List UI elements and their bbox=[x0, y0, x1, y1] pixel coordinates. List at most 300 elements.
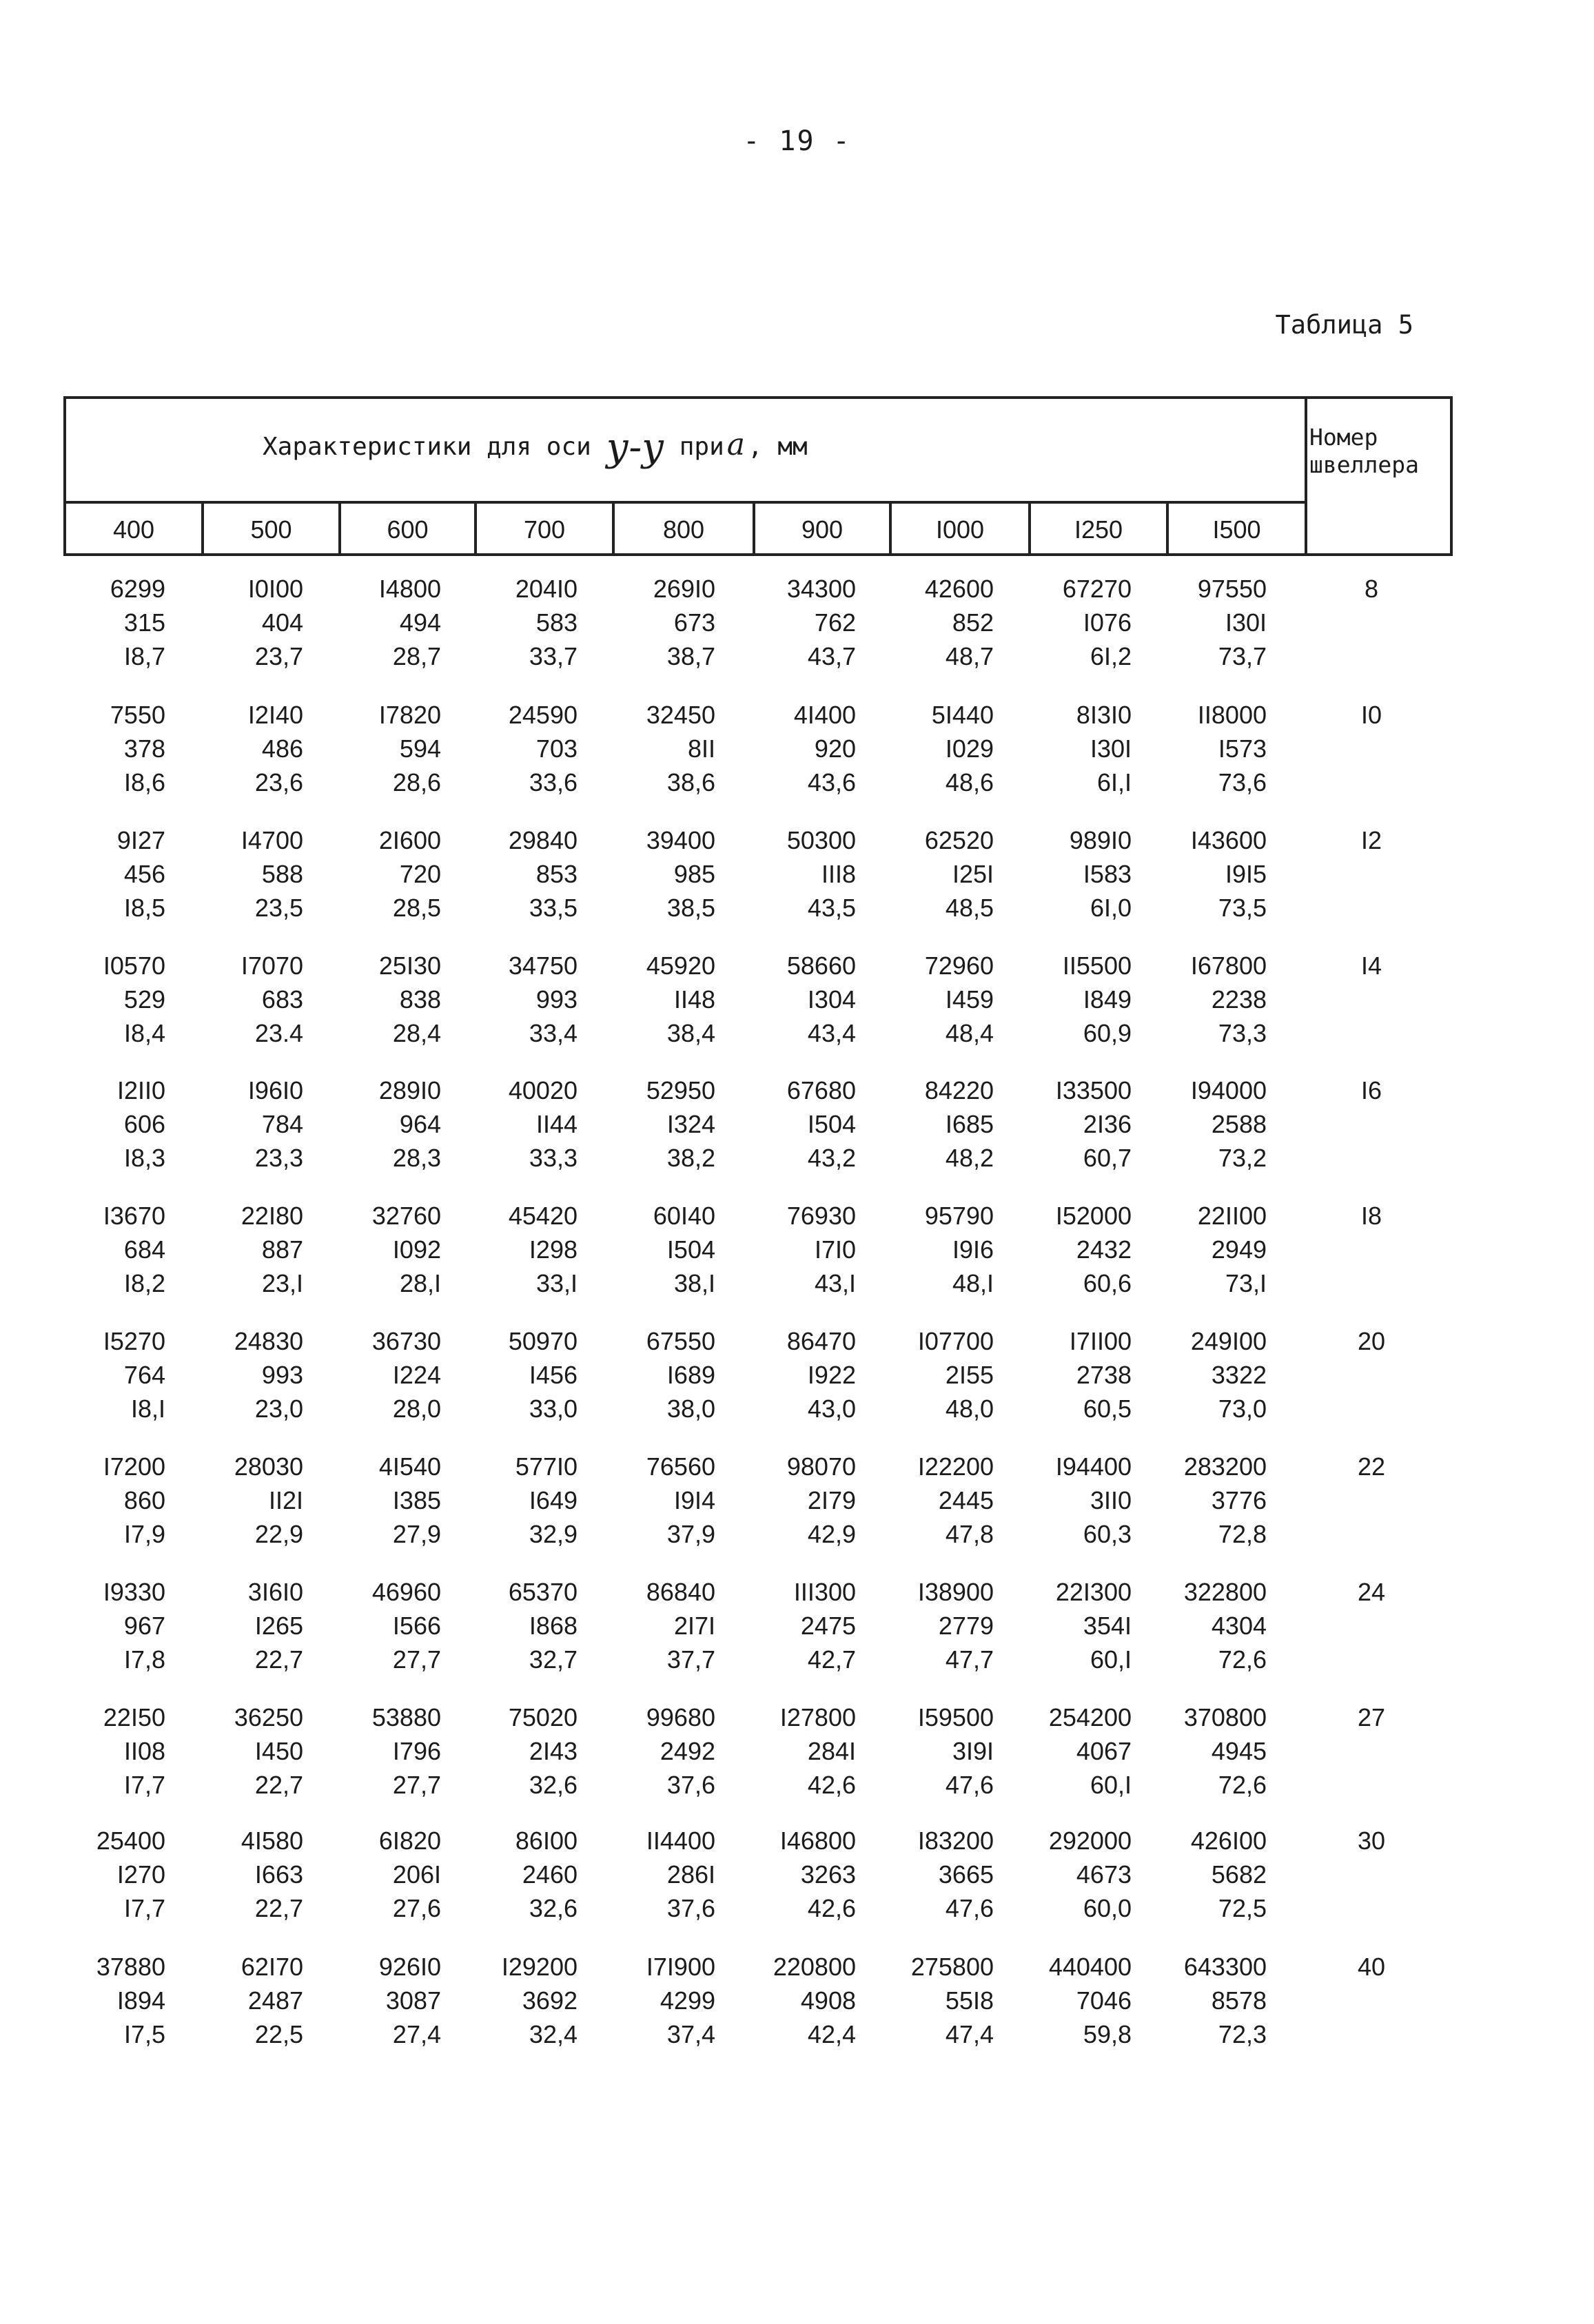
table-cell: 43,2 bbox=[807, 1144, 856, 1172]
table-row bbox=[0, 698, 1594, 801]
table-cell: 38,I bbox=[673, 1269, 715, 1297]
table-cell: 84220 bbox=[924, 1076, 994, 1104]
table-cell: 48,7 bbox=[945, 642, 994, 670]
table-cell: 42,4 bbox=[807, 2020, 856, 2048]
table-cell: 32450 bbox=[646, 701, 715, 729]
table-cell: 762 bbox=[814, 608, 856, 637]
table-cell: 65370 bbox=[508, 1578, 578, 1606]
table-cell: 606 bbox=[123, 1110, 165, 1138]
table-cell: I504 bbox=[666, 1235, 715, 1264]
table-cell: 23,3 bbox=[254, 1144, 303, 1172]
table-cell: 48,I bbox=[952, 1269, 994, 1297]
table-cell: 985 bbox=[673, 860, 715, 888]
table-cell: I9I6 bbox=[952, 1235, 994, 1264]
table-cell: I649 bbox=[529, 1486, 578, 1514]
table-cell: 993 bbox=[261, 1361, 303, 1389]
table-cell: 25400 bbox=[96, 1827, 165, 1855]
table-cell: 23,5 bbox=[254, 894, 303, 922]
table-cell: 993 bbox=[535, 985, 578, 1014]
table-cell: 33,4 bbox=[529, 1019, 578, 1047]
table-cell: 32760 bbox=[371, 1202, 441, 1230]
table-cell: 97550 bbox=[1197, 575, 1267, 603]
table-cell: 22I50 bbox=[103, 1703, 165, 1731]
table-cell: 37880 bbox=[96, 1953, 165, 1981]
table-cell: 6299 bbox=[110, 575, 165, 603]
column-header-500: 500 bbox=[201, 504, 338, 556]
table-cell: 60,3 bbox=[1083, 1520, 1132, 1548]
table-cell: 43,6 bbox=[807, 768, 856, 796]
table-cell: 23,7 bbox=[254, 642, 303, 670]
table-cell: 73,3 bbox=[1218, 1019, 1267, 1047]
table-cell: 5682 bbox=[1211, 1860, 1267, 1889]
table-cell: 67270 bbox=[1062, 575, 1132, 603]
table-cell: 249I00 bbox=[1190, 1327, 1267, 1355]
table-cell: 404 bbox=[261, 608, 303, 637]
table-cell: 926I0 bbox=[378, 1953, 441, 1981]
table-cell: 43,7 bbox=[807, 642, 856, 670]
table-cell: 286I bbox=[666, 1860, 715, 1889]
table-cell: 2492 bbox=[660, 1737, 715, 1765]
table-cell: I8,3 bbox=[123, 1144, 165, 1172]
table-cell: 28,3 bbox=[392, 1144, 441, 1172]
table-cell: 38,5 bbox=[666, 894, 715, 922]
table-cell: 60,I bbox=[1090, 1645, 1132, 1674]
table-cell: II44 bbox=[535, 1110, 578, 1138]
table-cell: 42,9 bbox=[807, 1520, 856, 1548]
table-cell: I922 bbox=[807, 1361, 856, 1389]
table-cell: 25I30 bbox=[378, 952, 441, 980]
table-cell: 220800 bbox=[773, 1953, 856, 1981]
table-cell: I94000 bbox=[1190, 1076, 1267, 1104]
table-cell: 32,6 bbox=[529, 1771, 578, 1799]
table-cell: 684 bbox=[123, 1235, 165, 1264]
table-cell: 73,6 bbox=[1218, 768, 1267, 796]
table-cell: 4I400 bbox=[793, 701, 856, 729]
table-cell: 4I580 bbox=[241, 1827, 303, 1855]
table-cell: 67550 bbox=[646, 1327, 715, 1355]
table-cell: 48,2 bbox=[945, 1144, 994, 1172]
table-cell: 72,5 bbox=[1218, 1894, 1267, 1922]
table-cell: 60,5 bbox=[1083, 1395, 1132, 1423]
table-cell: 5I440 bbox=[931, 701, 994, 729]
table-cell: I7,7 bbox=[123, 1771, 165, 1799]
table-cell: 967 bbox=[123, 1612, 165, 1640]
table-cell: 22,9 bbox=[254, 1520, 303, 1548]
channel-number-cell: I4 bbox=[1360, 952, 1382, 980]
table-cell: 8578 bbox=[1211, 1986, 1267, 2015]
table-cell: I029 bbox=[945, 734, 994, 763]
table-cell: 48,6 bbox=[945, 768, 994, 796]
table-cell: I9I5 bbox=[1225, 860, 1267, 888]
table-cell: 4673 bbox=[1076, 1860, 1132, 1889]
table-cell: 838 bbox=[399, 985, 441, 1014]
table-cell: I8,5 bbox=[123, 894, 165, 922]
table-cell: 28,4 bbox=[392, 1019, 441, 1047]
table-cell: I663 bbox=[254, 1860, 303, 1889]
table-cell: I46800 bbox=[779, 1827, 856, 1855]
table-cell: 36730 bbox=[371, 1327, 441, 1355]
table-cell: 86470 bbox=[786, 1327, 856, 1355]
table-cell: 45420 bbox=[508, 1202, 578, 1230]
table-cell: 2487 bbox=[247, 1986, 303, 2015]
table-cell: I685 bbox=[945, 1110, 994, 1138]
table-cell: 36250 bbox=[234, 1703, 303, 1731]
channel-number-header-line1: Номер bbox=[1309, 424, 1378, 451]
table-cell: 55I8 bbox=[945, 1986, 994, 2015]
table-cell: 46960 bbox=[371, 1578, 441, 1606]
table-cell: 60,0 bbox=[1083, 1894, 1132, 1922]
table-cell: 43,I bbox=[814, 1269, 856, 1297]
table-cell: I298 bbox=[529, 1235, 578, 1264]
table-cell: 22,7 bbox=[254, 1645, 303, 1674]
channel-number-header-line2: швеллера bbox=[1309, 451, 1419, 478]
table-cell: 37,9 bbox=[666, 1520, 715, 1548]
table-cell: 39400 bbox=[646, 826, 715, 854]
table-cell: 2779 bbox=[938, 1612, 994, 1640]
table-cell: 98070 bbox=[786, 1452, 856, 1481]
table-cell: I456 bbox=[529, 1361, 578, 1389]
table-cell: I450 bbox=[254, 1737, 303, 1765]
table-cell: 292000 bbox=[1048, 1827, 1132, 1855]
table-cell: 2I55 bbox=[945, 1361, 994, 1389]
table-cell: 920 bbox=[814, 734, 856, 763]
table-cell: 48,5 bbox=[945, 894, 994, 922]
table-cell: 33,3 bbox=[529, 1144, 578, 1172]
table-cell: 2238 bbox=[1211, 985, 1267, 1014]
table-cell: I96I0 bbox=[247, 1076, 303, 1104]
table-row bbox=[0, 1450, 1594, 1553]
table-cell: I30I bbox=[1090, 734, 1132, 763]
table-cell: 38,0 bbox=[666, 1395, 715, 1423]
table-cell: 38,2 bbox=[666, 1144, 715, 1172]
table-cell: 86840 bbox=[646, 1578, 715, 1606]
table-cell: 32,7 bbox=[529, 1645, 578, 1674]
table-cell: 2588 bbox=[1211, 1110, 1267, 1138]
table-cell: I8,4 bbox=[123, 1019, 165, 1047]
table-cell: 3087 bbox=[385, 1986, 441, 2015]
table-cell: I38900 bbox=[917, 1578, 994, 1606]
table-cell: I459 bbox=[945, 985, 994, 1014]
table-cell: I0570 bbox=[103, 952, 165, 980]
table-cell: 529 bbox=[123, 985, 165, 1014]
column-header-I500: I500 bbox=[1166, 504, 1305, 556]
table-cell: 43,4 bbox=[807, 1019, 856, 1047]
table-cell: 24590 bbox=[508, 701, 578, 729]
table-cell: 34750 bbox=[508, 952, 578, 980]
table-cell: I7820 bbox=[378, 701, 441, 729]
table-cell: 47,8 bbox=[945, 1520, 994, 1548]
table-row bbox=[0, 1073, 1594, 1177]
table-cell: I30I bbox=[1225, 608, 1267, 637]
table-cell: I689 bbox=[666, 1361, 715, 1389]
title-mid: при bbox=[679, 433, 724, 461]
table-cell: 59,8 bbox=[1083, 2020, 1132, 2048]
table-cell: 204I0 bbox=[515, 575, 578, 603]
table-cell: 594 bbox=[399, 734, 441, 763]
table-cell: I7200 bbox=[103, 1452, 165, 1481]
channel-number-cell: 8 bbox=[1364, 575, 1379, 603]
table-cell: 703 bbox=[535, 734, 578, 763]
column-header-I000: I000 bbox=[889, 504, 1028, 556]
table-cell: 8II bbox=[687, 734, 715, 763]
table-cell: 27,7 bbox=[392, 1645, 441, 1674]
axis-symbol: у-у bbox=[606, 425, 664, 470]
table-cell: I573 bbox=[1218, 734, 1267, 763]
table-cell: I94400 bbox=[1055, 1452, 1132, 1481]
table-cell: I566 bbox=[392, 1612, 441, 1640]
table-cell: 6I,2 bbox=[1090, 642, 1132, 670]
table-cell: 28,7 bbox=[392, 642, 441, 670]
table-cell: I7,8 bbox=[123, 1645, 165, 1674]
table-cell: 6I,0 bbox=[1090, 894, 1132, 922]
table-cell: 42,6 bbox=[807, 1771, 856, 1799]
table-cell: 354I bbox=[1083, 1612, 1132, 1640]
table-cell: 28,5 bbox=[392, 894, 441, 922]
table-cell: II4400 bbox=[646, 1827, 715, 1855]
table-cell: I9I4 bbox=[673, 1486, 715, 1514]
table-cell: 62I70 bbox=[241, 1953, 303, 1981]
table-cell: 3263 bbox=[800, 1860, 856, 1889]
table-cell: I7,5 bbox=[123, 2020, 165, 2048]
table-cell: I7I0 bbox=[814, 1235, 856, 1264]
table-cell: 378 bbox=[123, 734, 165, 763]
channel-number-cell: I0 bbox=[1360, 701, 1382, 729]
column-header-600: 600 bbox=[338, 504, 474, 556]
table-cell: 2I600 bbox=[378, 826, 441, 854]
table-cell: 2949 bbox=[1211, 1235, 1267, 1264]
table-cell: I3670 bbox=[103, 1202, 165, 1230]
table-cell: 22,7 bbox=[254, 1894, 303, 1922]
table-cell: 60,9 bbox=[1083, 1019, 1132, 1047]
table-cell: 43,0 bbox=[807, 1395, 856, 1423]
table-cell: 2432 bbox=[1076, 1235, 1132, 1264]
table-cell: 764 bbox=[123, 1361, 165, 1389]
table-cell: I7,9 bbox=[123, 1520, 165, 1548]
table-cell: 48,0 bbox=[945, 1395, 994, 1423]
table-row bbox=[0, 949, 1594, 1052]
table-cell: 95790 bbox=[924, 1202, 994, 1230]
table-cell: 4304 bbox=[1211, 1612, 1267, 1640]
table-cell: II5500 bbox=[1062, 952, 1132, 980]
table-cell: I8,I bbox=[130, 1395, 165, 1423]
table-cell: I5270 bbox=[103, 1327, 165, 1355]
table-cell: 28030 bbox=[234, 1452, 303, 1481]
table-cell: 22I80 bbox=[241, 1202, 303, 1230]
channel-number-cell: 24 bbox=[1357, 1578, 1386, 1606]
table-cell: 3322 bbox=[1211, 1361, 1267, 1389]
table-cell: I43600 bbox=[1190, 826, 1267, 854]
table-cell: I324 bbox=[666, 1110, 715, 1138]
table-cell: 3665 bbox=[938, 1860, 994, 1889]
table-cell: 76560 bbox=[646, 1452, 715, 1481]
table-cell: 3I6I0 bbox=[247, 1578, 303, 1606]
table-cell: I4700 bbox=[241, 826, 303, 854]
table-cell: I224 bbox=[392, 1361, 441, 1389]
table-cell: 73,2 bbox=[1218, 1144, 1267, 1172]
table-cell: 62520 bbox=[924, 826, 994, 854]
table-cell: 22I300 bbox=[1055, 1578, 1132, 1606]
table-cell: I304 bbox=[807, 985, 856, 1014]
table-cell: 284I bbox=[807, 1737, 856, 1765]
channel-number-cell: I2 bbox=[1360, 826, 1382, 854]
table-cell: 4299 bbox=[660, 1986, 715, 2015]
table-cell: 33,6 bbox=[529, 768, 578, 796]
table-cell: 370800 bbox=[1183, 1703, 1267, 1731]
table-cell: 29840 bbox=[508, 826, 578, 854]
table-cell: 964 bbox=[399, 1110, 441, 1138]
table-cell: 7550 bbox=[110, 701, 165, 729]
table-row bbox=[0, 1950, 1594, 2053]
table-cell: 3I9I bbox=[952, 1737, 994, 1765]
table-cell: 75020 bbox=[508, 1703, 578, 1731]
table-cell: 72,6 bbox=[1218, 1771, 1267, 1799]
table-cell: 23,6 bbox=[254, 768, 303, 796]
table-cell: I83200 bbox=[917, 1827, 994, 1855]
table-cell: III300 bbox=[793, 1578, 856, 1606]
table-cell: I076 bbox=[1083, 608, 1132, 637]
table-cell: 440400 bbox=[1048, 1953, 1132, 1981]
title-unit: , мм bbox=[747, 433, 808, 461]
table-cell: II8000 bbox=[1197, 701, 1267, 729]
table-cell: 86I00 bbox=[515, 1827, 578, 1855]
table-cell: I2II0 bbox=[116, 1076, 165, 1104]
table-cell: 23,I bbox=[261, 1269, 303, 1297]
table-cell: 289I0 bbox=[378, 1076, 441, 1104]
table-cell: 9I27 bbox=[116, 826, 165, 854]
table-cell: 48,4 bbox=[945, 1019, 994, 1047]
table-cell: I894 bbox=[116, 1986, 165, 2015]
table-cell: 2475 bbox=[800, 1612, 856, 1640]
table-cell: 99680 bbox=[646, 1703, 715, 1731]
table-cell: 583 bbox=[535, 608, 578, 637]
table-cell: 60,6 bbox=[1083, 1269, 1132, 1297]
table-cell: I0I00 bbox=[247, 575, 303, 603]
table-cell: 42600 bbox=[924, 575, 994, 603]
table-cell: 853 bbox=[535, 860, 578, 888]
table-cell: 60I40 bbox=[653, 1202, 715, 1230]
table-cell: 254200 bbox=[1048, 1703, 1132, 1731]
table-row bbox=[0, 823, 1594, 927]
table-row bbox=[0, 572, 1594, 675]
table-cell: 33,5 bbox=[529, 894, 578, 922]
table-cell: 456 bbox=[123, 860, 165, 888]
table-cell: 322800 bbox=[1183, 1578, 1267, 1606]
table-cell: 2I43 bbox=[529, 1737, 578, 1765]
table-cell: 206I bbox=[392, 1860, 441, 1889]
table-cell: 3692 bbox=[522, 1986, 578, 2015]
table-cell: 37,6 bbox=[666, 1894, 715, 1922]
table-cell: 2I79 bbox=[807, 1486, 856, 1514]
table-cell: 22,5 bbox=[254, 2020, 303, 2048]
table-cell: 2445 bbox=[938, 1486, 994, 1514]
table-cell: 7046 bbox=[1076, 1986, 1132, 2015]
table-cell: 45920 bbox=[646, 952, 715, 980]
table-cell: I27800 bbox=[779, 1703, 856, 1731]
table-cell: I8,7 bbox=[123, 642, 165, 670]
table-cell: 37,4 bbox=[666, 2020, 715, 2048]
page-number: - 19 - bbox=[743, 125, 851, 157]
table-cell: I33500 bbox=[1055, 1076, 1132, 1104]
table-cell: 73,5 bbox=[1218, 894, 1267, 922]
table-cell: 47,4 bbox=[945, 2020, 994, 2048]
table-cell: 588 bbox=[261, 860, 303, 888]
table-cell: 60,7 bbox=[1083, 1144, 1132, 1172]
table-cell: 643300 bbox=[1183, 1953, 1267, 1981]
table-cell: 28,I bbox=[399, 1269, 441, 1297]
table-cell: III8 bbox=[821, 860, 856, 888]
table-cell: 283200 bbox=[1183, 1452, 1267, 1481]
table-cell: 33,0 bbox=[529, 1395, 578, 1423]
table-cell: I7,7 bbox=[123, 1894, 165, 1922]
table-cell: 58660 bbox=[786, 952, 856, 980]
table-cell: I8,6 bbox=[123, 768, 165, 796]
table-cell: 32,6 bbox=[529, 1894, 578, 1922]
table-cell: 60,I bbox=[1090, 1771, 1132, 1799]
channel-number-cell: 20 bbox=[1357, 1327, 1386, 1355]
table-cell: 50300 bbox=[786, 826, 856, 854]
table-cell: 24830 bbox=[234, 1327, 303, 1355]
table-cell: 426I00 bbox=[1190, 1827, 1267, 1855]
table-cell: I7070 bbox=[241, 952, 303, 980]
table-cell: 6I,I bbox=[1096, 768, 1132, 796]
table-cell: I583 bbox=[1083, 860, 1132, 888]
table-cell: I07700 bbox=[917, 1327, 994, 1355]
table-cell: 28,6 bbox=[392, 768, 441, 796]
table-cell: 42,7 bbox=[807, 1645, 856, 1674]
table-cell: 37,6 bbox=[666, 1771, 715, 1799]
table-cell: 989I0 bbox=[1069, 826, 1132, 854]
table-cell: 486 bbox=[261, 734, 303, 763]
table-cell: I265 bbox=[254, 1612, 303, 1640]
table-cell: 28,0 bbox=[392, 1395, 441, 1423]
table-cell: I8,2 bbox=[123, 1269, 165, 1297]
table-cell: 275800 bbox=[910, 1953, 994, 1981]
table-cell: I4800 bbox=[378, 575, 441, 603]
table-row bbox=[0, 1824, 1594, 1927]
table-cell: I7II00 bbox=[1069, 1327, 1132, 1355]
table-cell: 33,7 bbox=[529, 642, 578, 670]
table-row bbox=[0, 1324, 1594, 1428]
table-cell: 2738 bbox=[1076, 1361, 1132, 1389]
table-cell: I385 bbox=[392, 1486, 441, 1514]
table-cell: I092 bbox=[392, 1235, 441, 1264]
table-cell: 33,I bbox=[535, 1269, 578, 1297]
table-cell: 8I3I0 bbox=[1076, 701, 1132, 729]
channel-number-cell: I6 bbox=[1360, 1076, 1382, 1104]
channel-number-cell: 27 bbox=[1357, 1703, 1386, 1731]
table-cell: 43,5 bbox=[807, 894, 856, 922]
table-cell: 27,6 bbox=[392, 1894, 441, 1922]
title-prefix: Характеристики для оси bbox=[263, 433, 591, 461]
table-cell: 887 bbox=[261, 1235, 303, 1264]
table-cell: 73,0 bbox=[1218, 1395, 1267, 1423]
table-cell: 4945 bbox=[1211, 1737, 1267, 1765]
table-cell: I25I bbox=[952, 860, 994, 888]
table-cell: I22200 bbox=[917, 1452, 994, 1481]
table-cell: 67680 bbox=[786, 1076, 856, 1104]
table-cell: 860 bbox=[123, 1486, 165, 1514]
table-cell: 683 bbox=[261, 985, 303, 1014]
table-cell: 34300 bbox=[786, 575, 856, 603]
table-cell: I29200 bbox=[501, 1953, 578, 1981]
table-cell: 23,0 bbox=[254, 1395, 303, 1423]
table-cell: 4I540 bbox=[378, 1452, 441, 1481]
table-cell: I52000 bbox=[1055, 1202, 1132, 1230]
table-cell: 72960 bbox=[924, 952, 994, 980]
column-header-900: 900 bbox=[753, 504, 889, 556]
table-cell: 37,7 bbox=[666, 1645, 715, 1674]
table-cell: 32,4 bbox=[529, 2020, 578, 2048]
